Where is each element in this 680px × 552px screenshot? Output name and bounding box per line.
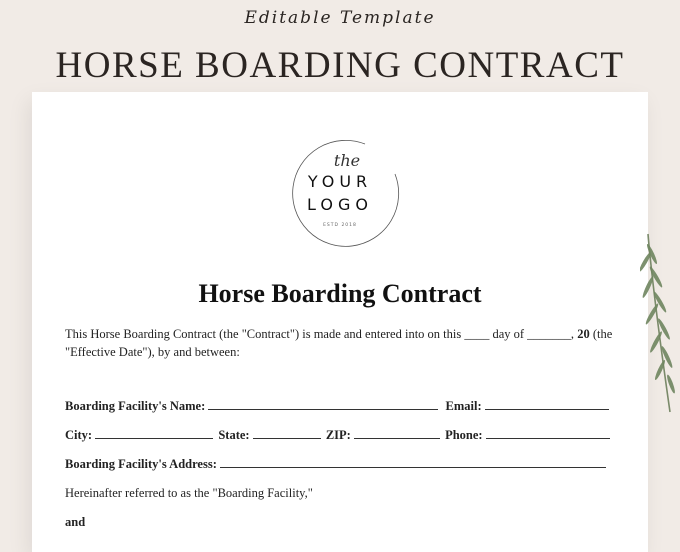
zip-field[interactable]: [354, 426, 440, 439]
intro-part1: This Horse Boarding Contract (the "Contract") is made and entered into on this ____ day of _______,: [65, 327, 575, 341]
email-label: Email:: [445, 399, 482, 413]
document-title: Horse Boarding Contract: [198, 279, 482, 308]
banner-title: HORSE BOARDING CONTRACT: [55, 45, 625, 86]
state-label: State:: [218, 428, 250, 442]
contract-page: [32, 92, 648, 552]
banner-script-text: Editable Template: [244, 8, 436, 28]
phone-label: Phone:: [445, 428, 483, 442]
address-row: [65, 455, 606, 473]
facility-name-label: Boarding Facility's Name:: [65, 399, 206, 413]
state-field[interactable]: [253, 426, 321, 439]
logo-placeholder[interactable]: [65, 126, 613, 264]
phone-field[interactable]: [486, 426, 610, 439]
address-field[interactable]: [220, 455, 606, 468]
logo-line2: LOGO: [307, 195, 373, 214]
city-label: City:: [65, 428, 93, 442]
city-row: [65, 426, 610, 444]
intro-paragraph: [65, 325, 617, 361]
city-field[interactable]: [95, 426, 213, 439]
facility-name-field[interactable]: [208, 397, 438, 410]
facility-name-row: [65, 397, 609, 415]
logo-line1: YOUR: [307, 172, 373, 191]
zip-label: ZIP:: [325, 428, 351, 442]
intro-year: 20: [577, 327, 590, 341]
and-label: and: [65, 515, 86, 529]
hereinafter-text: Hereinafter referred to as the "Boarding Facility,": [65, 486, 313, 500]
intro-part2: (the: [592, 327, 613, 341]
logo-graphic: [65, 126, 613, 264]
logo-the-text: the: [333, 151, 361, 170]
logo-est: ESTD 2018: [323, 223, 357, 228]
intro-line2: "Effective Date"), by and between:: [65, 345, 240, 359]
rosemary-sprig-decoration: [640, 232, 680, 422]
address-label: Boarding Facility's Address:: [65, 457, 217, 471]
email-field[interactable]: [485, 397, 609, 410]
